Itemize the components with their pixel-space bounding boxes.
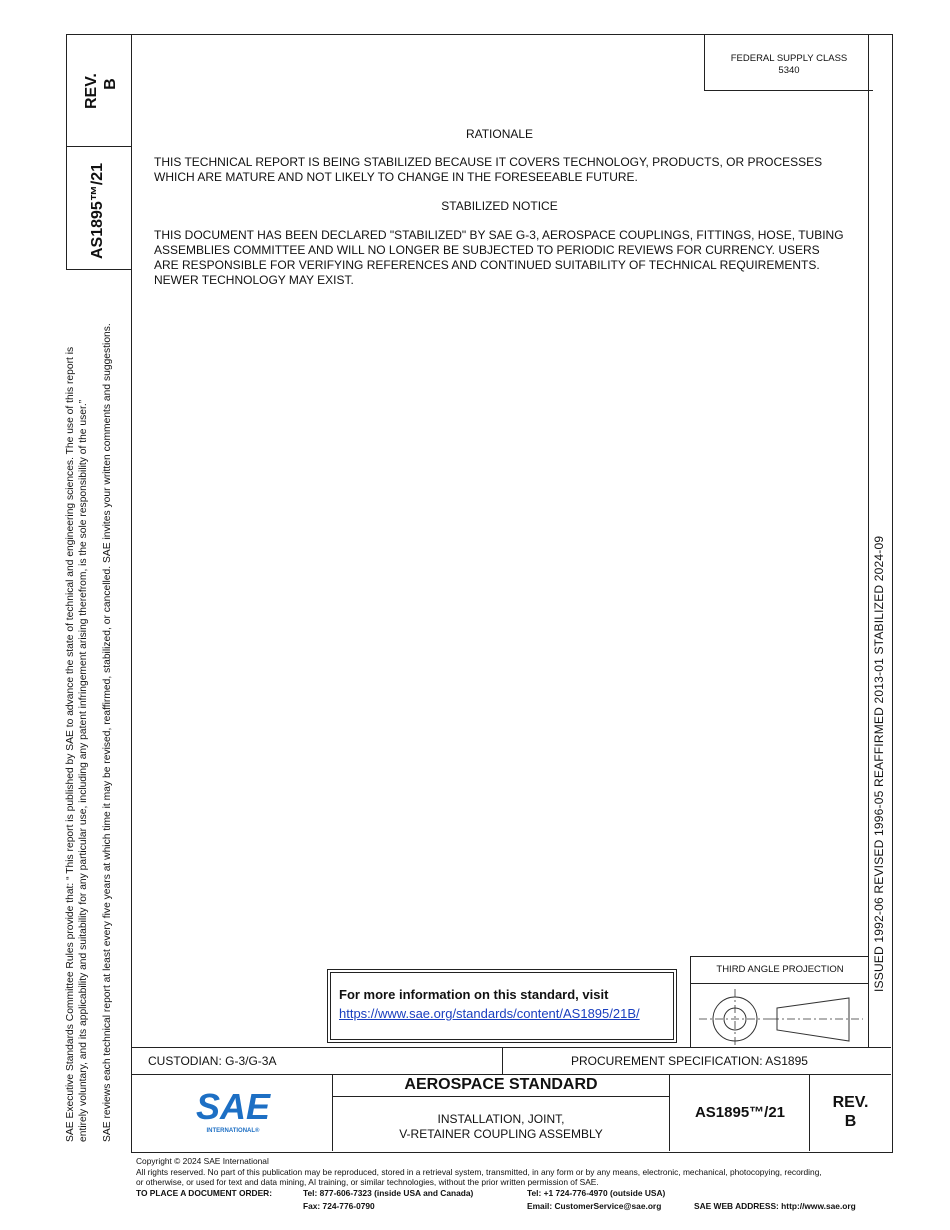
- revision-history: ISSUED 1992-06 REVISED 1996-05 REAFFIRMED 2013-01 STABILIZED 2024-09: [872, 535, 886, 992]
- stabilized-heading: STABILIZED NOTICE: [441, 199, 558, 213]
- tel-intl: Tel: +1 724-776-4970 (outside USA): [527, 1187, 666, 1198]
- legal-notice: [64, 323, 114, 1142]
- projection-box: [690, 956, 869, 1048]
- procurement-spec: PROCUREMENT SPECIFICATION: AS1895: [571, 1054, 808, 1068]
- sidebar-doc-number: AS1895™/21: [89, 162, 106, 259]
- rights-line-1: All rights reserved. No part of this publication may be reproduced, stored in a retrieval system, transmitted, in any form or by any means, electronic, mechanical, photocopying, recording,: [136, 1166, 822, 1177]
- sidebar-rev-box: [66, 34, 132, 147]
- custodian: CUSTODIAN: G-3/G-3A: [148, 1054, 277, 1068]
- info-box: [327, 969, 677, 1043]
- legal-line-2: entirely voluntary, and its applicability and suitability for any particular use, including any patent infringement arising therefrom, is the sole responsibility of the user.”: [78, 399, 89, 1142]
- email[interactable]: Email: CustomerService@sae.org: [527, 1200, 662, 1211]
- copyright: Copyright © 2024 SAE International: [136, 1156, 269, 1166]
- info-heading: For more information on this standard, visit: [339, 987, 609, 1002]
- right-column-divider: [868, 34, 869, 1048]
- fax: Fax: 724-776-0790: [303, 1200, 375, 1211]
- title-rev-value: B: [844, 1113, 857, 1130]
- logo-cell: [131, 1074, 333, 1151]
- title-line-1: INSTALLATION, JOINT,: [437, 1112, 565, 1126]
- svg-text:SAE: SAE: [195, 1088, 271, 1127]
- sidebar-docnum-box: [66, 146, 132, 270]
- title-rev-label: REV.: [832, 1094, 869, 1111]
- rationale-text: THIS TECHNICAL REPORT IS BEING STABILIZED BECAUSE IT COVERS TECHNOLOGY, PRODUCTS, OR PROCESSES WHICH ARE MATURE AND NOT LIKELY TO CHANGE IN THE FORESEEABLE FUTURE.: [154, 155, 823, 184]
- supply-class-label: FEDERAL SUPPLY CLASS: [730, 53, 848, 64]
- sidebar-rev-label: REV.: [83, 73, 100, 109]
- rights-line-2: or otherwise, or used for text and data mining, AI training, or similar technologies, without the prior written permission of SAE.: [136, 1177, 599, 1187]
- title-rev: [810, 1093, 891, 1131]
- legal-line-3: SAE reviews each technical report at least every five years at which time it may be revised, reaffirmed, stabilized, or cancelled. SAE invites your written comments and suggestions.: [102, 323, 113, 1142]
- supply-class-value: 5340: [778, 65, 800, 76]
- supply-class-box: [704, 34, 873, 91]
- projection-label: THIRD ANGLE PROJECTION: [691, 957, 869, 984]
- svg-text:INTERNATIONAL®: INTERNATIONAL®: [206, 1128, 260, 1134]
- third-angle-projection-symbol: [691, 984, 869, 1048]
- title-line-2: V-RETAINER COUPLING ASSEMBLY: [399, 1127, 603, 1141]
- order-label: TO PLACE A DOCUMENT ORDER:: [136, 1187, 273, 1198]
- sae-logo: [193, 1088, 273, 1138]
- custodian-row: [131, 1047, 891, 1075]
- tel-usa: Tel: 877-606-7323 (inside USA and Canada): [303, 1187, 474, 1198]
- legal-line-1: SAE Executive Standards Committee Rules provide that: “ This report is published by SAE to advance the state of technical and engineering sciences. The use of this report is: [65, 346, 76, 1142]
- sidebar-rev: [82, 73, 120, 109]
- title-doc-number: AS1895™/21: [671, 1074, 810, 1151]
- standard-type: AEROSPACE STANDARD: [333, 1074, 669, 1097]
- sidebar-rev-value: B: [102, 78, 119, 90]
- footer: [136, 1156, 936, 1212]
- standard-link[interactable]: https://www.sae.org/standards/content/AS1895/21B/: [339, 1006, 640, 1021]
- stabilized-text: THIS DOCUMENT HAS BEEN DECLARED "STABILIZED" BY SAE G-3, AEROSPACE COUPLINGS, FITTINGS, HOSE, TUBING ASSEMBLIES COMMITTEE AND WILL NO LONGER BE SUBJECTED TO PERIODIC REVIEWS FOR CURRENCY. USERS ARE RESPONSIBLE FOR VERIFYING REFERENCES AND CONTINUED SUITABILITY OF TECHNICAL REQUIREMENTS. NEWER TECHNOLOGY MAY EXIST.: [154, 228, 844, 287]
- title-block: [131, 1074, 891, 1151]
- rationale-heading: RATIONALE: [465, 127, 534, 141]
- web-address[interactable]: SAE WEB ADDRESS: http://www.sae.org: [694, 1200, 856, 1211]
- title-cell: [333, 1074, 670, 1151]
